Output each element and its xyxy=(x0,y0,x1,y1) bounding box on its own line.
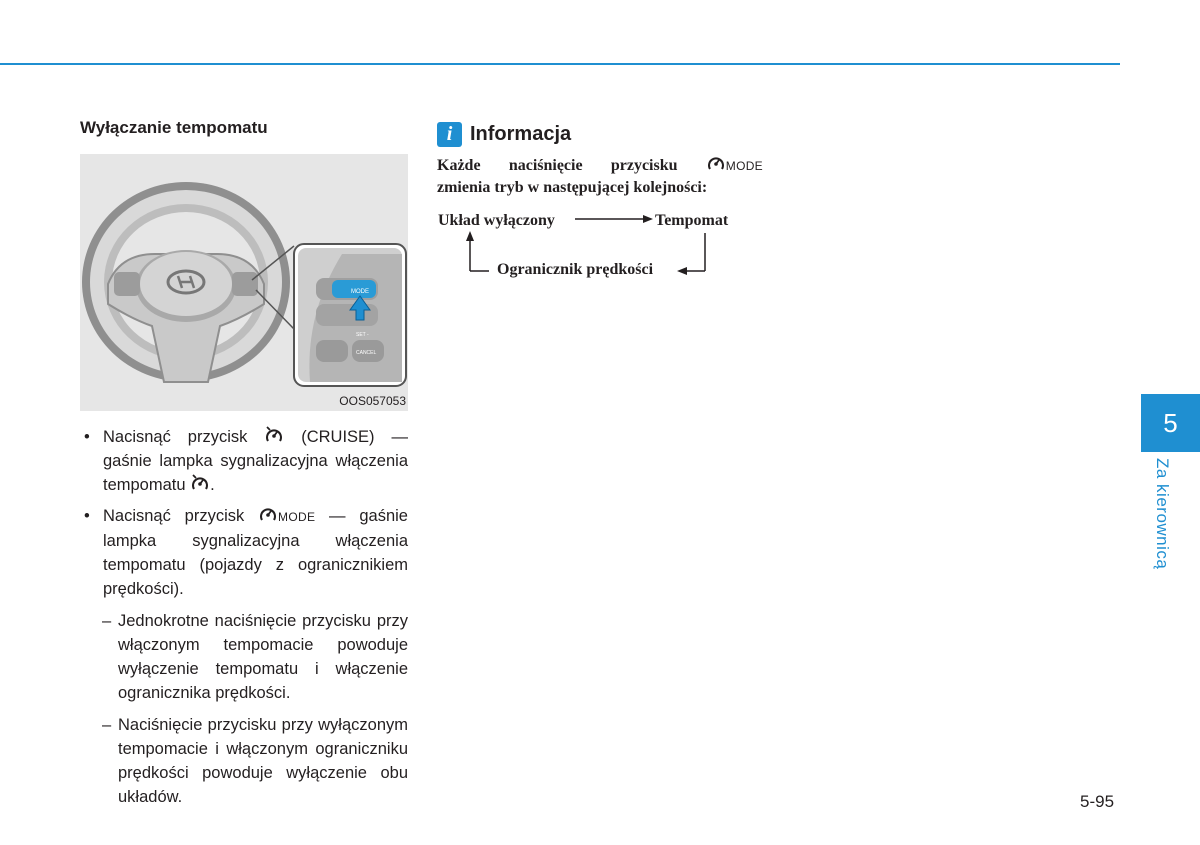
bullet-dot: • xyxy=(84,428,90,446)
section-title: Wyłączanie tempomatu xyxy=(80,118,268,137)
instruction-list xyxy=(80,425,408,816)
info-line: zmienia tryb w następującej kolejności: xyxy=(437,179,708,196)
info-header xyxy=(437,121,571,147)
mode-label: MODE xyxy=(725,159,763,173)
cruise-speedometer-icon xyxy=(190,473,210,493)
speedometer-icon xyxy=(706,153,726,173)
info-word: przycisku xyxy=(610,156,678,174)
list-item xyxy=(80,504,408,601)
info-icon: i xyxy=(437,122,462,147)
list-item-text: Nacisnąć przycisk xyxy=(103,428,248,446)
steering-wheel-figure xyxy=(80,154,408,411)
info-mode-button xyxy=(706,153,763,177)
flow-state-off: Układ wyłączony xyxy=(438,212,555,229)
steering-wheel-illustration xyxy=(80,154,408,411)
flow-state-limiter: Ogranicznik prędkości xyxy=(497,261,654,278)
cruise-speedometer-icon xyxy=(264,425,284,445)
header-rule xyxy=(0,63,1120,65)
sub-item-text: Naciśnięcie przycisku przy wyłączonym tempomacie i włączonym ograniczniku prędkości powoduje wyłączenie obu układów. xyxy=(118,716,408,806)
sub-list-item xyxy=(80,713,408,809)
sub-list-item xyxy=(80,609,408,705)
page-number: 5-95 xyxy=(1080,792,1115,811)
info-word: Każde xyxy=(437,156,481,174)
flow-state-cruise: Tempomat xyxy=(655,212,729,229)
info-title: Informacja xyxy=(470,122,572,145)
info-text xyxy=(437,153,763,198)
sub-item-dash: – xyxy=(102,716,112,734)
list-item-text: Nacisnąć przycisk xyxy=(103,507,245,525)
figure-code: OOS057053 xyxy=(339,394,406,408)
zoom-label-mode: MODE xyxy=(351,289,369,295)
zoom-label-set: SET - xyxy=(356,332,369,338)
chapter-label: Za kierownicą xyxy=(1153,458,1172,570)
chapter-number-tab: 5 xyxy=(1141,394,1200,452)
zoom-label-cancel: CANCEL xyxy=(356,350,377,356)
mode-flow-diagram xyxy=(437,205,757,285)
list-item-text: — gaśnie lampka sygnalizacyjna włączenia tempomatu (pojazdy z ogranicznikiem prędkości). xyxy=(103,507,408,598)
list-item-text: . xyxy=(210,476,215,494)
sub-item-dash: – xyxy=(102,612,112,630)
info-word: naciśnięcie xyxy=(508,156,583,174)
bullet-dot: • xyxy=(84,507,90,525)
sub-item-text: Jednokrotne naciśnięcie przycisku przy włączonym tempomacie powoduje wyłączenie tempomatu i włączenie ogranicznika prędkości. xyxy=(118,612,408,702)
list-item-text: (CRUISE) xyxy=(301,428,375,446)
list-item-text: — gaśnie lampka sygnalizacyjna włączenia tempomatu xyxy=(103,428,408,494)
info-line xyxy=(437,153,763,177)
speedometer-icon xyxy=(258,504,278,524)
mode-label: MODE xyxy=(278,510,316,524)
list-item xyxy=(80,425,408,497)
